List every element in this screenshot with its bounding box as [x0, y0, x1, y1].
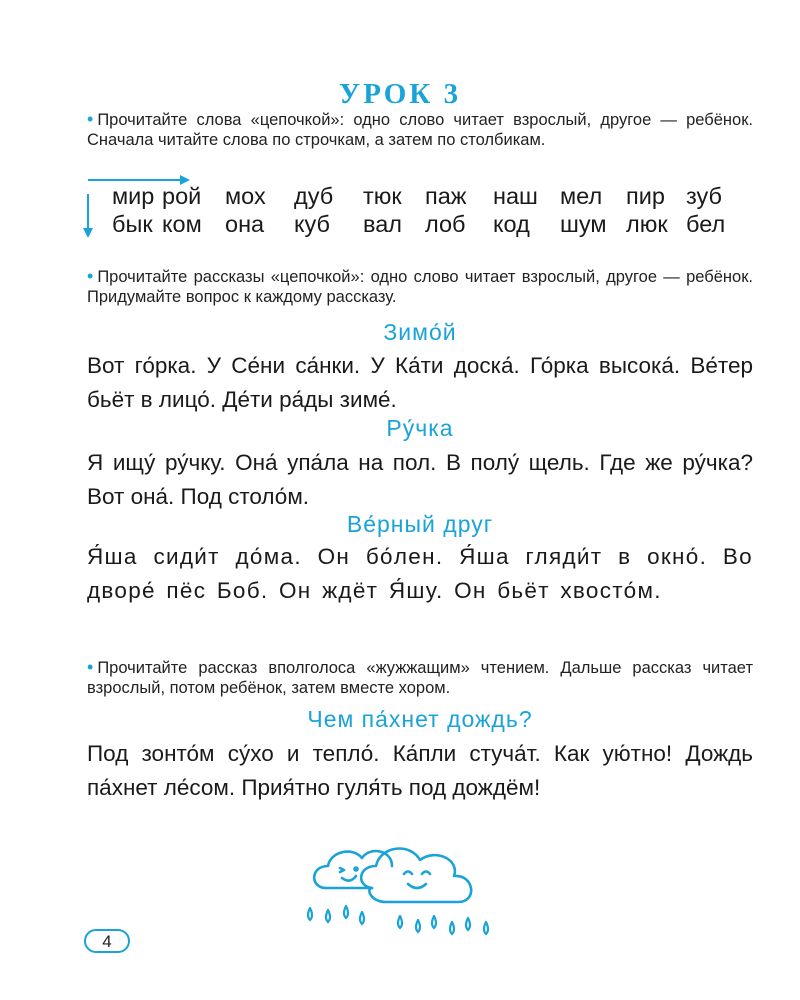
instruction-3-text: Прочитайте рассказ вполголоса «жужжащим» чтением. Дальше рассказ читает взрослый, потом ребёнок, затем вместе хором.: [87, 659, 753, 697]
story-title-pen: Ру́чка: [386, 415, 454, 441]
instruction-1: [87, 109, 753, 150]
instruction-3: [87, 657, 753, 698]
lesson-title: УРОК 3: [338, 78, 462, 110]
rain-cloud-icon: [296, 836, 508, 946]
word: бык: [112, 211, 153, 237]
story-title-friend: Ве́рный друг: [346, 511, 494, 537]
word: тюк: [363, 183, 402, 209]
arrow-down-icon: [83, 194, 93, 238]
story-text-rain: Под зонто́м су́хо и тепло́. Ка́пли стуча́т. Как ую́тно! Дождь па́хнет ле́сом. Прия́тно гуля́ть под дождём!: [87, 741, 753, 800]
word: дуб: [294, 183, 334, 209]
word: зуб: [686, 183, 722, 209]
word: рой: [162, 183, 202, 209]
page-number: 4: [84, 929, 130, 953]
word: мел: [560, 183, 603, 209]
word: лоб: [425, 211, 466, 237]
word: мох: [225, 183, 266, 209]
word: наш: [493, 183, 538, 209]
bullet-icon: •: [87, 266, 94, 286]
story-title-rain: Чем па́хнет дождь?: [307, 706, 533, 732]
word: куб: [294, 211, 331, 237]
word: люк: [626, 211, 668, 237]
bullet-icon: •: [87, 109, 94, 129]
word: пир: [626, 183, 665, 209]
word: мир: [112, 183, 155, 209]
instruction-2-text: Прочитайте рассказы «цепочкой»: одно слово читает взрослый, другое — ребёнок. Придумайте вопрос к каждому рассказу.: [87, 268, 753, 306]
story-text-winter: Вот го́рка. У Се́ни са́нки. У Ка́ти доска́. Го́рка высока́. Ве́тер бьёт в лицо́. Де́ти ра́ды зиме́.: [87, 353, 753, 412]
word: ком: [162, 211, 202, 237]
word: вал: [363, 211, 403, 237]
story-title-winter: Зимо́й: [383, 319, 457, 345]
story-text-pen: Я ищу́ ру́чку. Она́ упа́ла на пол. В полу́ щель. Где же ру́чка? Вот она́. Под столо́м.: [87, 450, 753, 509]
instruction-1-text: Прочитайте слова «цепочкой»: одно слово читает взрослый, другое — ребёнок. Сначала читайте слова по строчкам, а затем по столбикам.: [87, 111, 753, 149]
word: она: [225, 211, 265, 237]
word: шум: [560, 211, 607, 237]
bullet-icon: •: [87, 657, 94, 677]
word: бел: [686, 211, 726, 237]
instruction-2: [87, 266, 753, 307]
story-text-friend: Я́ша сиди́т до́ма. Он бо́лен. Я́ша гляди́т в окно́. Во дворе́ пёс Боб. Он ждёт Я́шу. Он бьёт хвосто́м.: [87, 544, 753, 603]
word: код: [493, 211, 530, 237]
word: паж: [425, 183, 467, 209]
